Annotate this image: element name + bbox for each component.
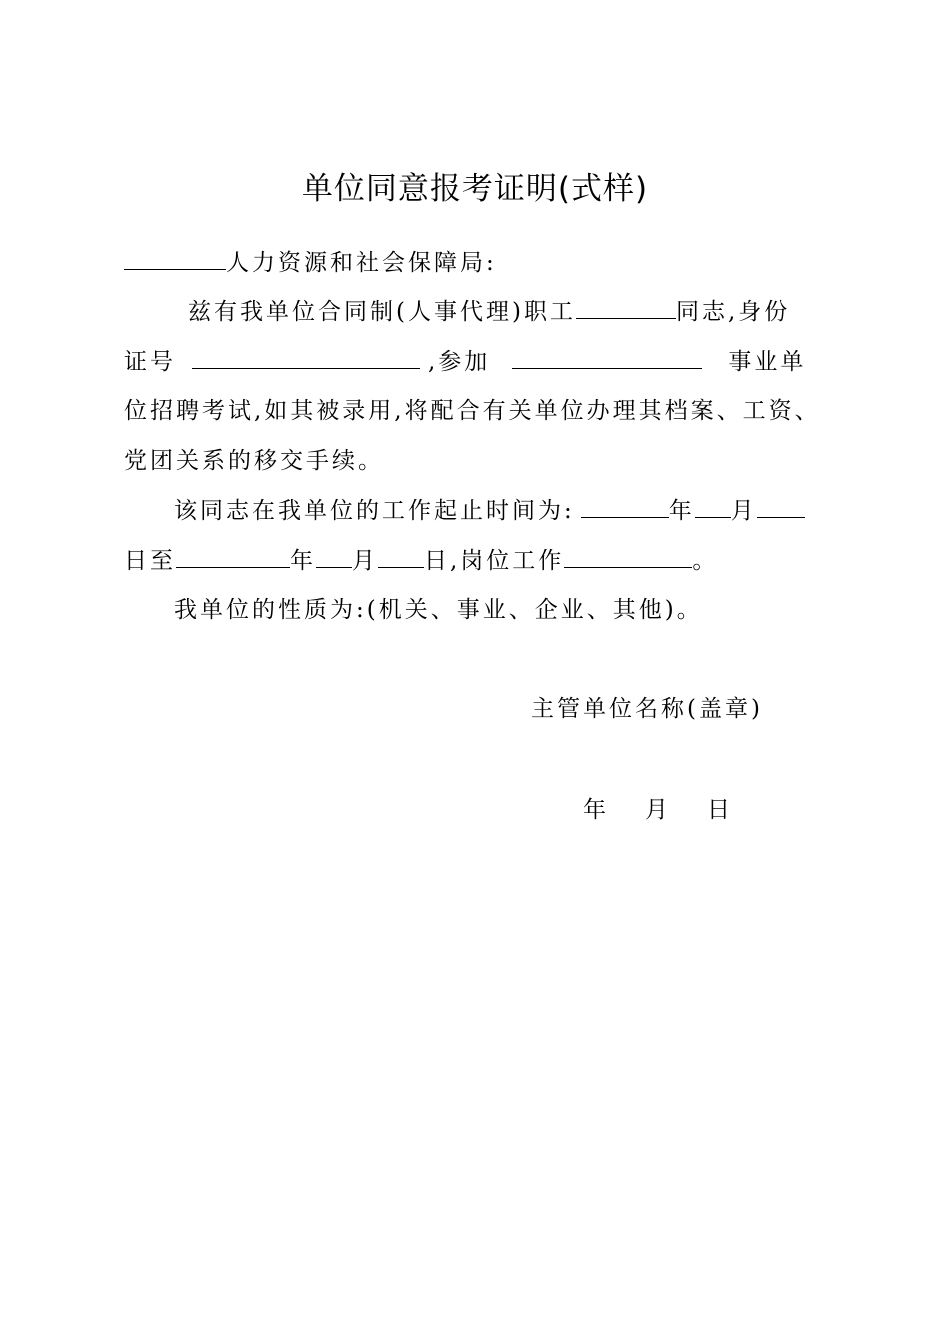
start-year-label: 年: [668, 498, 695, 524]
end-month-blank[interactable]: [316, 545, 352, 568]
signature-day: 日: [707, 797, 733, 823]
start-year-blank[interactable]: [581, 495, 669, 518]
employee-name-blank[interactable]: [576, 296, 676, 319]
signature-unit: 主管单位名称(盖章): [531, 696, 763, 722]
start-day-label: 日至: [124, 548, 176, 574]
start-month-label: 月: [730, 498, 757, 524]
para1-line1: [188, 296, 790, 327]
para1-text-2: 同志,身份: [675, 299, 791, 325]
para1-line2: [124, 346, 806, 377]
para1-text-1: 兹有我单位合同制(人事代理)职工: [188, 299, 576, 325]
position-blank[interactable]: [564, 545, 692, 568]
para1-line4: 党团关系的移交手续。: [124, 448, 384, 474]
para1-text-5: 事业单: [728, 349, 807, 375]
para2-line2: [124, 545, 718, 576]
para1-text-4: ,参加: [428, 349, 491, 375]
salutation-line: [124, 247, 497, 278]
signature-month: 月: [645, 797, 671, 823]
id-number-blank[interactable]: [192, 346, 420, 369]
document-title: 单位同意报考证明(式样): [301, 171, 649, 207]
para2-line1: [174, 495, 805, 526]
signature-date: [583, 795, 733, 825]
salutation-text: 人力资源和社会保障局:: [226, 250, 497, 276]
start-day-blank[interactable]: [757, 495, 805, 518]
start-month-blank[interactable]: [695, 495, 731, 518]
para1-line3: 位招聘考试,如其被录用,将配合有关单位办理其档案、工资、: [124, 398, 821, 424]
bureau-blank[interactable]: [124, 247, 226, 270]
end-year-label: 年: [290, 548, 316, 574]
para2-text-1: 该同志在我单位的工作起止时间为:: [174, 498, 575, 524]
end-month-label: 月: [352, 548, 378, 574]
para2-end: 。: [692, 548, 719, 574]
end-day-blank[interactable]: [378, 545, 424, 568]
signature-year: 年: [583, 797, 609, 823]
end-day-label: 日,岗位工作: [424, 548, 565, 574]
end-year-blank[interactable]: [176, 545, 290, 568]
institution-blank[interactable]: [512, 346, 702, 369]
para3-line: 我单位的性质为:(机关、事业、企业、其他)。: [174, 597, 703, 623]
para1-text-3: 证号: [124, 349, 176, 375]
